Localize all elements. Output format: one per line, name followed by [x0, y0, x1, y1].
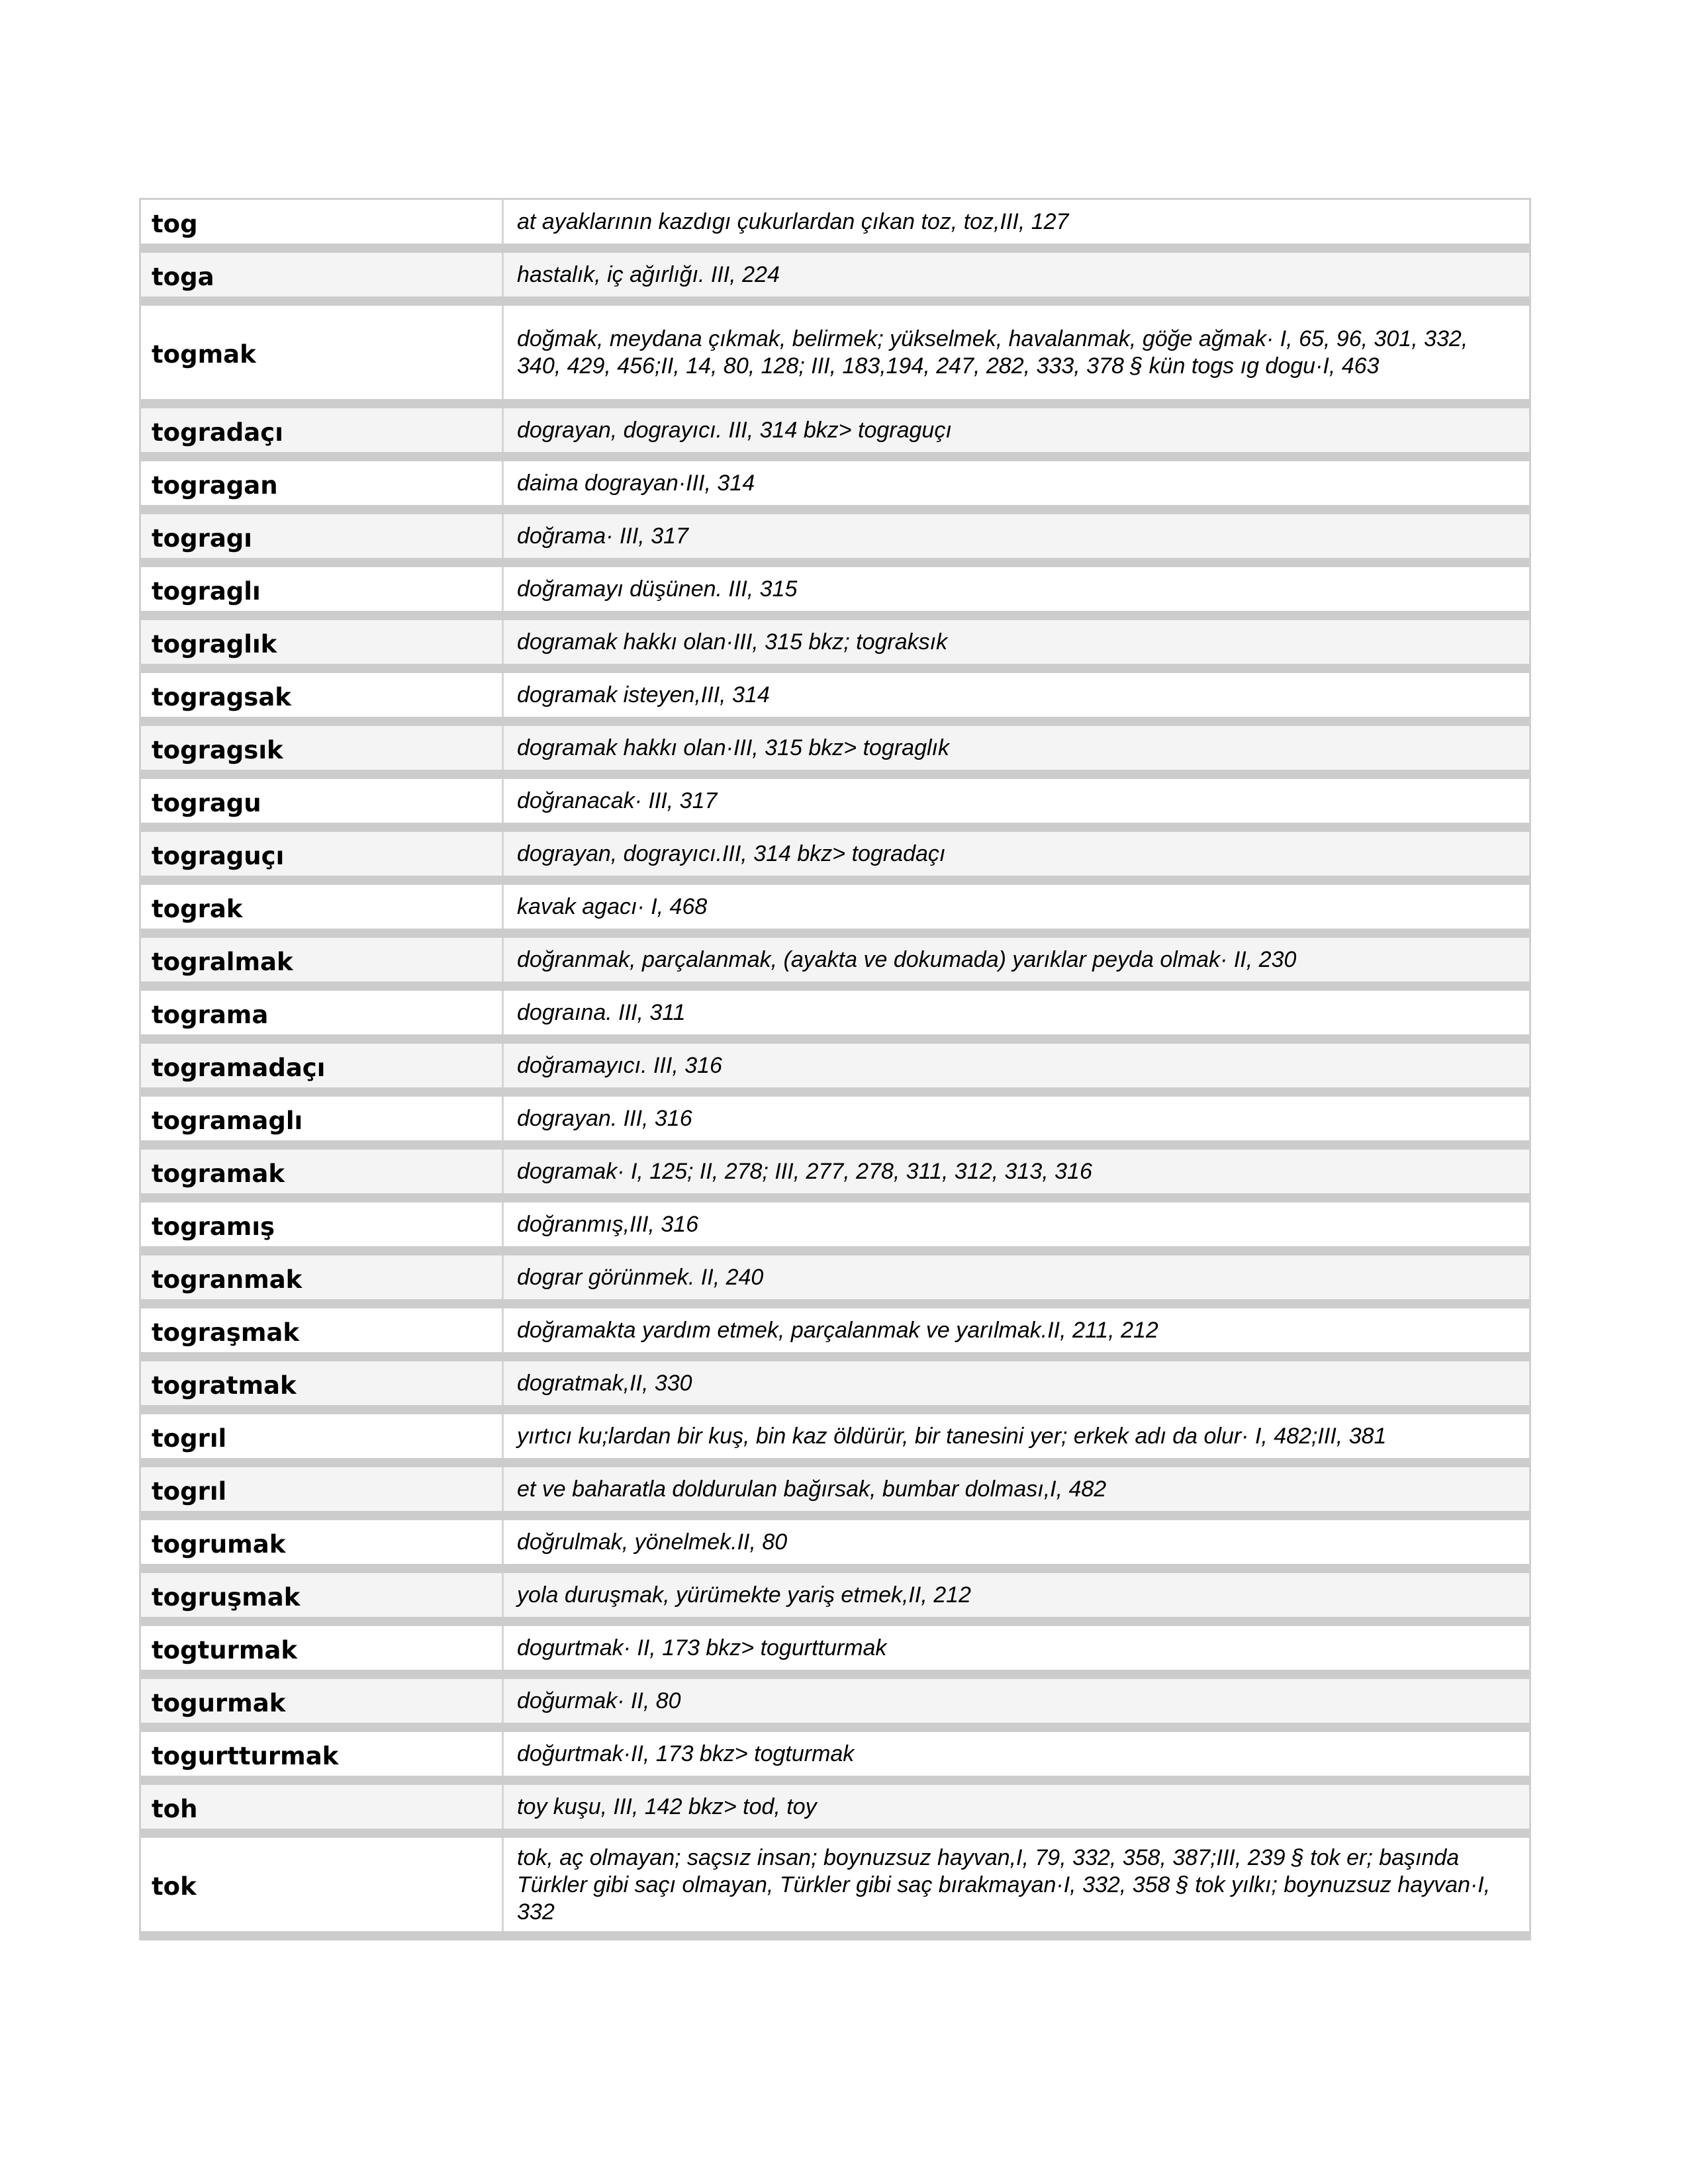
entry-term: togramaglı [141, 1097, 504, 1140]
table-row [141, 673, 1529, 726]
table-row [141, 620, 1529, 673]
table-row [141, 1838, 1529, 1940]
entry-term: togragsık [141, 726, 504, 770]
table-row [141, 1097, 1529, 1150]
table-row [141, 832, 1529, 885]
entry-term: togrumak [141, 1520, 504, 1564]
entry-term: tograglı [141, 567, 504, 611]
entry-definition: tok, aç olmayan; saçsız insan; boynuzsuz hayvan,I, 79, 332, 358, 387;III, 239 § tok er; başında Türkler gibi saçı olmayan, Türkler gibi saç bırakmayan·I, 332, 358 § tok yılkı; boynuzsuz hayvan·I, 332 [517, 1844, 1491, 1925]
entry-definition: doğramayı düşünen. III, 315 [517, 576, 798, 602]
entry-term: togramış [141, 1203, 504, 1246]
entry-term: togmak [141, 306, 504, 399]
table-row [141, 1361, 1529, 1414]
table-row [141, 461, 1529, 514]
entry-term: togurmak [141, 1679, 504, 1723]
table-row [141, 991, 1529, 1044]
table-row [141, 1203, 1529, 1255]
entry-definition: doğrulmak, yönelmek.II, 80 [517, 1529, 788, 1555]
entry-definition: dograyan, dograyıcı. III, 314 bkz> tograguçı [517, 418, 952, 443]
table-row [141, 514, 1529, 567]
entry-term: togragan [141, 461, 504, 505]
entry-definition: doğurtmak·II, 173 bkz> togturmak [517, 1741, 855, 1766]
entry-definition: dogratmak,II, 330 [517, 1371, 692, 1396]
entry-term: tog [141, 200, 504, 244]
entry-definition: toy kuşu, III, 142 bkz> tod, toy [517, 1794, 817, 1819]
table-row [141, 200, 1529, 253]
table-row [141, 1732, 1529, 1785]
entry-definition: hastalık, iç ağırlığı. III, 224 [517, 262, 780, 287]
entry-term: togragu [141, 779, 504, 823]
entry-term: togurtturmak [141, 1732, 504, 1776]
table-row [141, 1520, 1529, 1573]
entry-term: tograguçı [141, 832, 504, 876]
table-row [141, 726, 1529, 779]
entry-definition: doğranmak, parçalanmak, (ayakta ve dokumada) yarıklar peyda olmak· II, 230 [517, 947, 1297, 972]
entry-definition: yırtıcı ku;lardan bir kuş, bin kaz öldürür, bir tanesini yer; erkek adı da olur· I, 482;III, 381 [517, 1424, 1387, 1449]
entry-definition: dogramak· I, 125; II, 278; III, 277, 278, 311, 312, 313, 316 [517, 1159, 1092, 1184]
entry-definition: doğramakta yardım etmek, parçalanmak ve yarılmak.II, 211, 212 [517, 1318, 1158, 1343]
table-row [141, 1626, 1529, 1679]
table-row [141, 938, 1529, 991]
entry-definition: dograına. III, 311 [517, 1000, 686, 1025]
entry-term: tograk [141, 885, 504, 929]
entry-definition: doğrama· III, 317 [517, 523, 688, 549]
entry-term: togturmak [141, 1626, 504, 1670]
table-row [141, 253, 1529, 306]
entry-definition: doğranacak· III, 317 [517, 788, 718, 813]
entry-term: togramadaçı [141, 1044, 504, 1087]
entry-definition: et ve baharatla doldurulan bağırsak, bumbar dolması,I, 482 [517, 1477, 1107, 1502]
entry-definition: yola duruşmak, yürümekte yariş etmek,II, 212 [517, 1582, 971, 1608]
table-row [141, 1308, 1529, 1361]
table-row [141, 408, 1529, 461]
entry-definition: dograr görünmek. II, 240 [517, 1265, 764, 1290]
entry-term: togratmak [141, 1361, 504, 1405]
table-row [141, 567, 1529, 620]
table-row [141, 1785, 1529, 1838]
table-row [141, 1467, 1529, 1520]
entry-term: togradaçı [141, 408, 504, 452]
entry-term: tograglık [141, 620, 504, 664]
table-row [141, 779, 1529, 832]
table-row [141, 1255, 1529, 1308]
entry-term: togranmak [141, 1255, 504, 1299]
entry-definition: doğurmak· II, 80 [517, 1688, 681, 1713]
table-row [141, 306, 1529, 408]
table-row [141, 885, 1529, 938]
table-row [141, 1150, 1529, 1203]
entry-definition: doğranmış,III, 316 [517, 1212, 699, 1237]
entry-term: togrıl [141, 1414, 504, 1458]
entry-definition: dogramak hakkı olan·III, 315 bkz> tograglık [517, 735, 949, 760]
entry-term: togruşmak [141, 1573, 504, 1617]
entry-term: tok [141, 1838, 504, 1931]
entry-term: togragı [141, 514, 504, 558]
entry-term: tograma [141, 991, 504, 1034]
entry-term: toh [141, 1785, 504, 1829]
entry-definition: dogramak isteyen,III, 314 [517, 682, 770, 707]
entry-definition: daima dograyan·III, 314 [517, 471, 755, 496]
table-row [141, 1573, 1529, 1626]
entry-definition: at ayaklarının kazdıgı çukurlardan çıkan toz, toz,III, 127 [517, 209, 1069, 234]
entry-definition: dograyan. III, 316 [517, 1106, 692, 1131]
entry-definition: dograyan, dograyıcı.III, 314 bkz> togradaçı [517, 841, 946, 866]
entry-definition: dogurtmak· II, 173 bkz> togurtturmak [517, 1635, 887, 1661]
entry-term: togrıl [141, 1467, 504, 1511]
entry-term: tograşmak [141, 1308, 504, 1352]
entry-term: togragsak [141, 673, 504, 717]
entry-definition: dogramak hakkı olan·III, 315 bkz; tograksık [517, 629, 948, 655]
dictionary-table [139, 198, 1531, 1940]
table-row [141, 1414, 1529, 1467]
entry-term: togramak [141, 1150, 504, 1193]
table-row [141, 1044, 1529, 1097]
table-row [141, 1679, 1529, 1732]
entry-definition: kavak agacı· I, 468 [517, 894, 708, 919]
entry-term: togralmak [141, 938, 504, 981]
entry-term: toga [141, 253, 504, 296]
entry-definition: doğmak, meydana çıkmak, belirmek; yükselmek, havalanmak, göğe ağmak· I, 65, 96, 301, 332, 340, 429, 456;II, 14, 80, 128; III, 183,194, 247, 282, 333, 378 § kün togs ıg dogu·I, 463 [517, 326, 1468, 379]
entry-definition: doğramayıcı. III, 316 [517, 1053, 722, 1078]
